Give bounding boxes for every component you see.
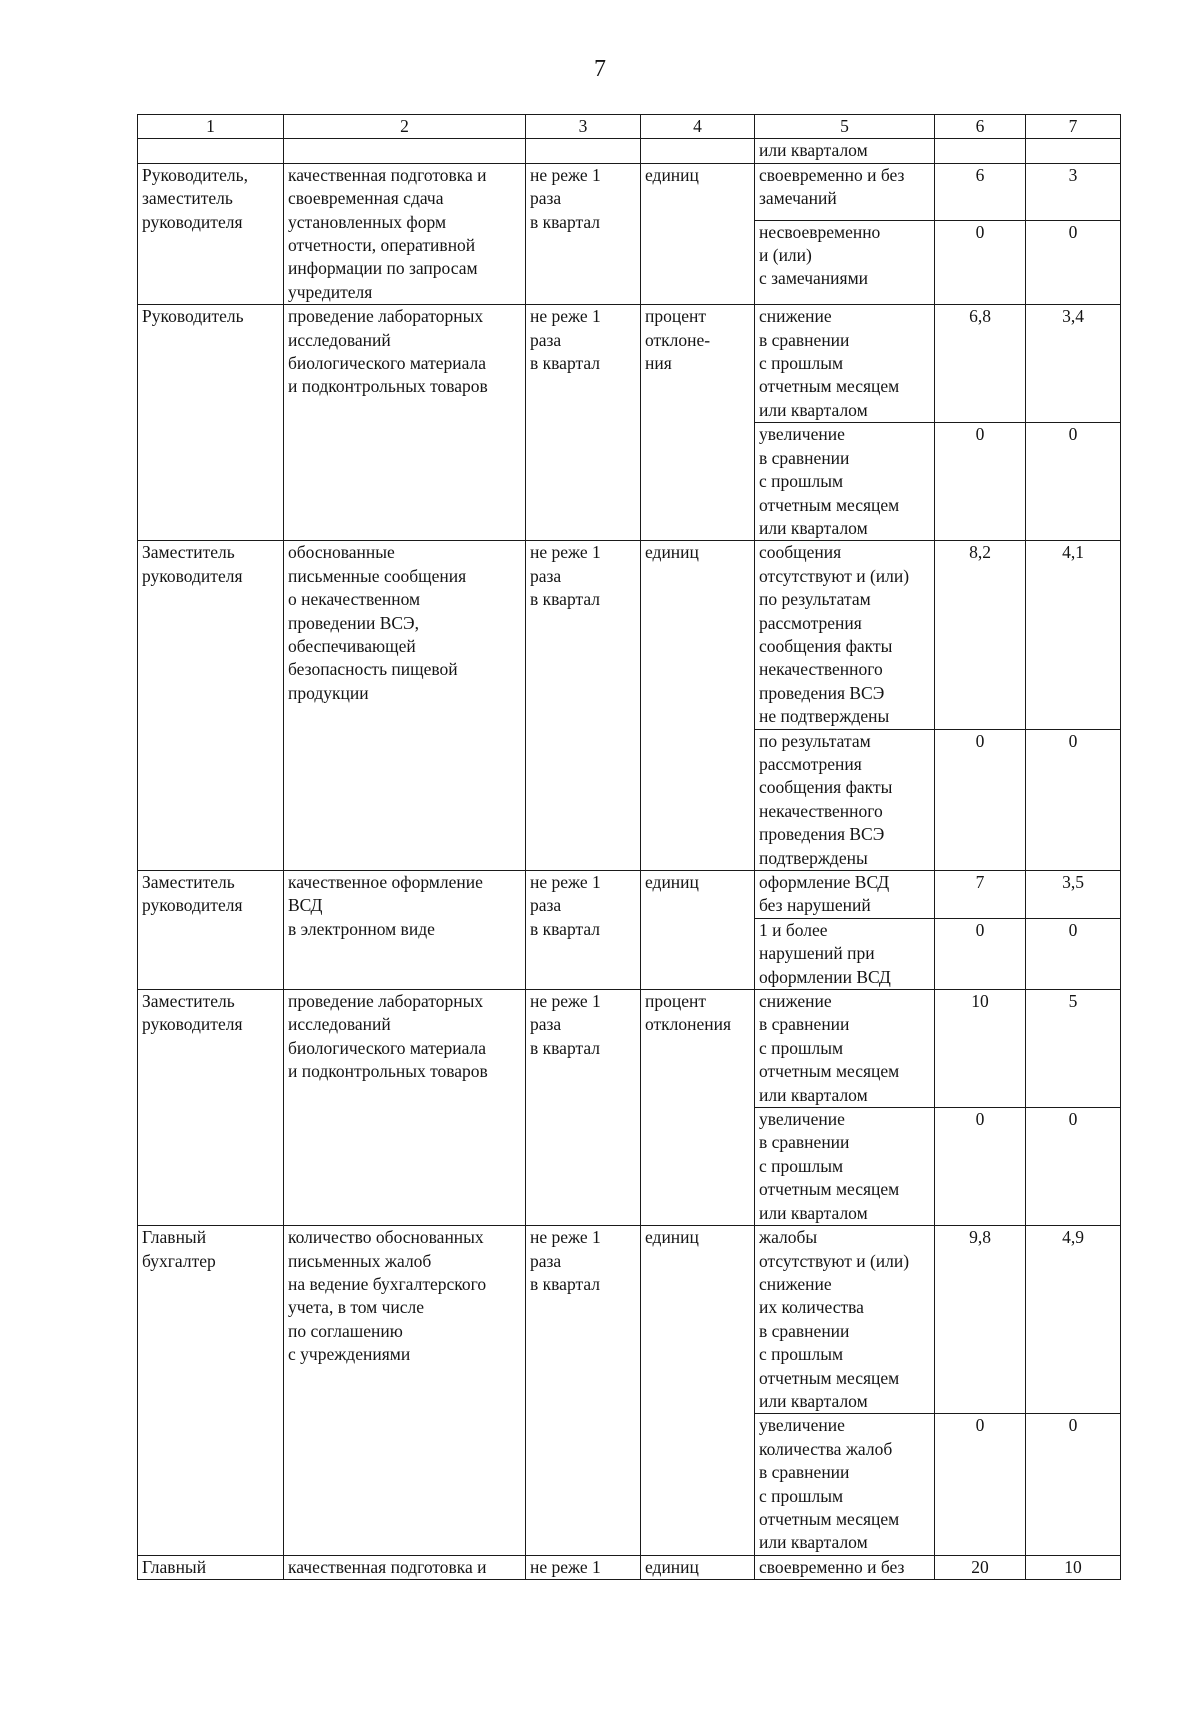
score-cell-col6: 0: [935, 729, 1026, 870]
score-cell-col7: 0: [1026, 220, 1121, 305]
score-cell-col6: 9,8: [935, 1226, 1026, 1414]
table-row: [138, 1226, 1121, 1414]
score-cell-col6: 0: [935, 1414, 1026, 1555]
score-cell-col7: 10: [1026, 1555, 1121, 1579]
table-row: [138, 305, 1121, 423]
empty-cell: [526, 139, 641, 163]
score-cell-col6: 0: [935, 1108, 1026, 1226]
criterion-cell: несвоевременно и (или) с замечаниями: [755, 220, 935, 305]
score-cell-col6: 8,2: [935, 541, 1026, 729]
frequency-cell: не реже 1 раза в квартал: [526, 871, 641, 990]
frequency-cell: не реже 1 раза в квартал: [526, 1226, 641, 1556]
indicator-cell: качественное оформление ВСД в электронном виде: [284, 871, 526, 990]
empty-cell: [284, 139, 526, 163]
score-cell-col7: 0: [1026, 423, 1121, 541]
score-cell-col7: 5: [1026, 990, 1121, 1108]
unit-cell: процент отклоне- ния: [641, 305, 755, 541]
frequency-cell: не реже 1 раза в квартал: [526, 990, 641, 1226]
table-row: [138, 871, 1121, 919]
score-cell-col6: 20: [935, 1555, 1026, 1579]
column-header: 3: [526, 115, 641, 139]
column-header: 5: [755, 115, 935, 139]
criterion-cell: своевременно и без: [755, 1555, 935, 1579]
unit-cell: единиц: [641, 1555, 755, 1579]
position-cell: Заместитель руководителя: [138, 541, 284, 871]
unit-cell: единиц: [641, 163, 755, 304]
score-cell-col7: 0: [1026, 729, 1121, 870]
position-cell: Главный: [138, 1555, 284, 1579]
position-cell: Заместитель руководителя: [138, 871, 284, 990]
criteria-table: [137, 114, 1121, 1580]
score-cell-col6: 0: [935, 220, 1026, 305]
score-cell-col7: 3,5: [1026, 871, 1121, 919]
score-cell-col7: 3: [1026, 163, 1121, 220]
criterion-cell: увеличение в сравнении с прошлым отчетным месяцем или кварталом: [755, 423, 935, 541]
column-header: 2: [284, 115, 526, 139]
criterion-cell: оформление ВСД без нарушений: [755, 871, 935, 919]
score-cell-col7: 3,4: [1026, 305, 1121, 423]
frequency-cell: не реже 1 раза в квартал: [526, 541, 641, 871]
position-cell: Руководитель: [138, 305, 284, 541]
empty-cell: [138, 139, 284, 163]
empty-cell: [641, 139, 755, 163]
criterion-cell: увеличение в сравнении с прошлым отчетным месяцем или кварталом: [755, 1108, 935, 1226]
criterion-cell: жалобы отсутствуют и (или) снижение их количества в сравнении с прошлым отчетным месяцем или кварталом: [755, 1226, 935, 1414]
table-row: [138, 990, 1121, 1108]
position-cell: Заместитель руководителя: [138, 990, 284, 1226]
indicator-cell: количество обоснованных письменных жалоб на ведение бухгалтерского учета, в том числе по соглашению с учреждениями: [284, 1226, 526, 1556]
column-header: 4: [641, 115, 755, 139]
frequency-cell: не реже 1 раза в квартал: [526, 305, 641, 541]
score-cell-col7: 0: [1026, 918, 1121, 989]
column-header-row: [138, 115, 1121, 139]
score-cell-col6: 10: [935, 990, 1026, 1108]
table-row: [138, 163, 1121, 220]
criterion-cell: своевременно и без замечаний: [755, 163, 935, 220]
empty-cell: [1026, 139, 1121, 163]
criterion-cell: увеличение количества жалоб в сравнении с прошлым отчетным месяцем или кварталом: [755, 1414, 935, 1555]
indicator-cell: проведение лабораторных исследований биологического материала и подконтрольных товаров: [284, 305, 526, 541]
score-cell-col6: 0: [935, 423, 1026, 541]
empty-cell: [935, 139, 1026, 163]
unit-cell: единиц: [641, 541, 755, 871]
table-row: [138, 541, 1121, 729]
score-cell-col7: 0: [1026, 1414, 1121, 1555]
position-cell: Главный бухгалтер: [138, 1226, 284, 1556]
page-number: 7: [594, 56, 606, 82]
score-cell-col6: 0: [935, 918, 1026, 989]
position-cell: Руководитель, заместитель руководителя: [138, 163, 284, 304]
column-header: 7: [1026, 115, 1121, 139]
indicator-cell: обоснованные письменные сообщения о некачественном проведении ВСЭ, обеспечивающей безопасность пищевой продукции: [284, 541, 526, 871]
unit-cell: процент отклонения: [641, 990, 755, 1226]
column-header: 1: [138, 115, 284, 139]
score-cell-col6: 6,8: [935, 305, 1026, 423]
score-cell-col7: 0: [1026, 1108, 1121, 1226]
unit-cell: единиц: [641, 871, 755, 990]
unit-cell: единиц: [641, 1226, 755, 1556]
criterion-cell: 1 и более нарушений при оформлении ВСД: [755, 918, 935, 989]
continuation-row: [138, 139, 1121, 163]
criterion-cell: снижение в сравнении с прошлым отчетным месяцем или кварталом: [755, 305, 935, 423]
criterion-cell: по результатам рассмотрения сообщения факты некачественного проведения ВСЭ подтверждены: [755, 729, 935, 870]
frequency-cell: не реже 1: [526, 1555, 641, 1579]
score-cell-col6: 7: [935, 871, 1026, 919]
table-row-last: [138, 1555, 1121, 1579]
score-cell-col6: 6: [935, 163, 1026, 220]
score-cell-col7: 4,1: [1026, 541, 1121, 729]
criterion-cell: снижение в сравнении с прошлым отчетным месяцем или кварталом: [755, 990, 935, 1108]
column-header: 6: [935, 115, 1026, 139]
criterion-cell: или кварталом: [755, 139, 935, 163]
score-cell-col7: 4,9: [1026, 1226, 1121, 1414]
criterion-cell: сообщения отсутствуют и (или) по результатам рассмотрения сообщения факты некачественного проведения ВСЭ не подтверждены: [755, 541, 935, 729]
frequency-cell: не реже 1 раза в квартал: [526, 163, 641, 304]
indicator-cell: проведение лабораторных исследований биологического материала и подконтрольных товаров: [284, 990, 526, 1226]
indicator-cell: качественная подготовка и: [284, 1555, 526, 1579]
indicator-cell: качественная подготовка и своевременная сдача установленных форм отчетности, оперативной информации по запросам учредителя: [284, 163, 526, 304]
